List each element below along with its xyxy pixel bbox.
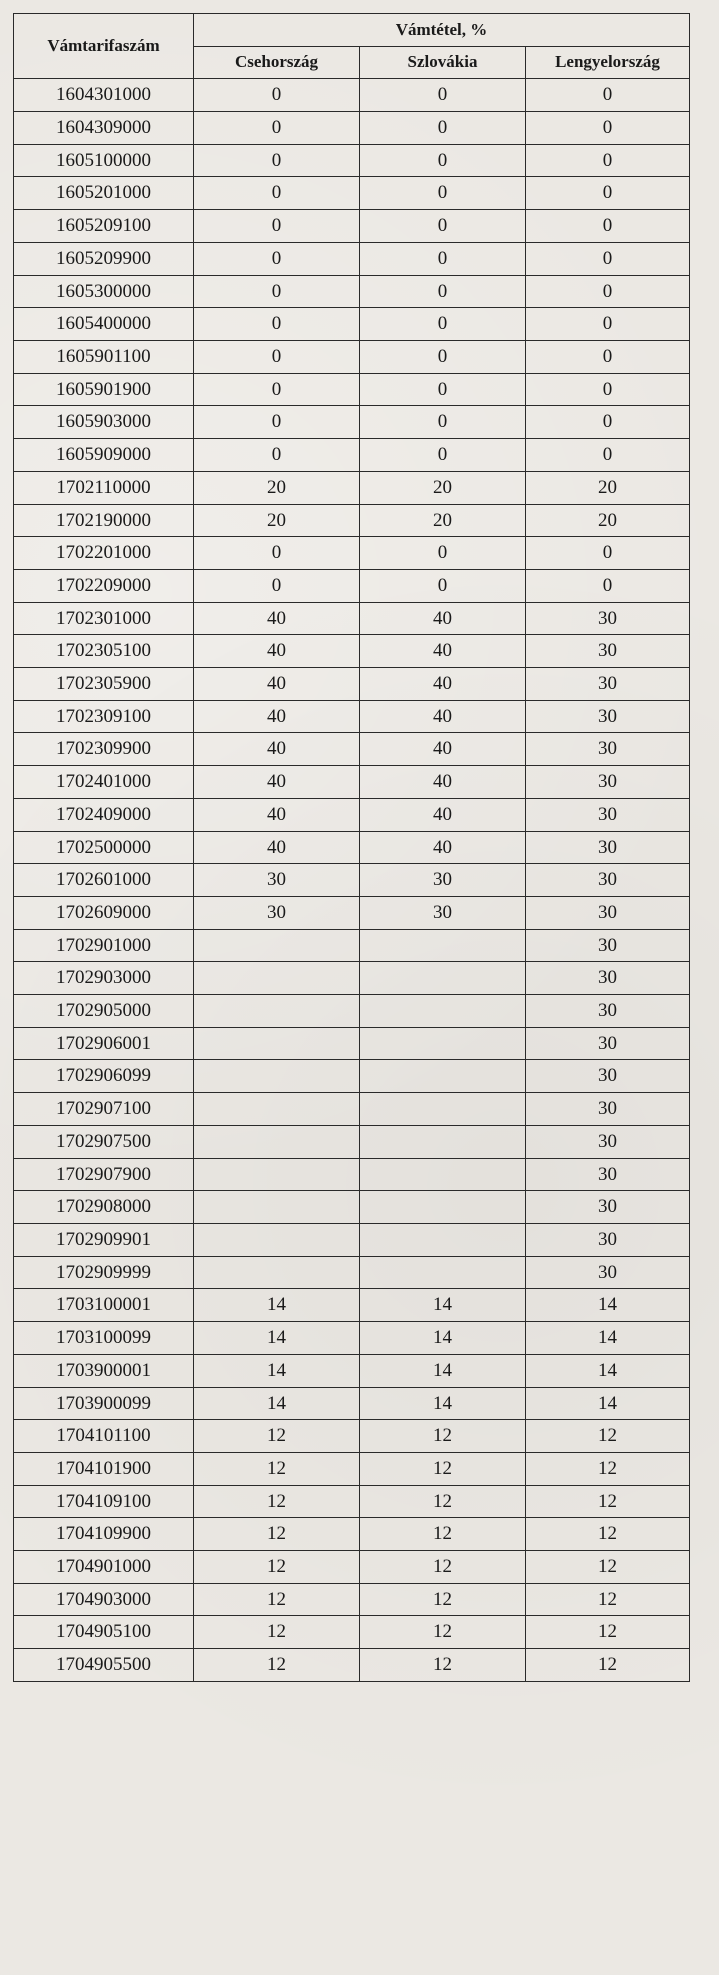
header-slovakia: Szlovákia	[360, 46, 526, 79]
slovakia-rate-cell: 0	[360, 406, 526, 439]
tariff-number-cell: 1702903000	[14, 962, 194, 995]
poland-rate-cell: 30	[526, 798, 690, 831]
czech-rate-cell: 0	[194, 79, 360, 112]
tariff-number-cell: 1704905500	[14, 1649, 194, 1682]
header-poland: Lengyelország	[526, 46, 690, 79]
table-row	[14, 373, 690, 406]
slovakia-rate-cell	[360, 1060, 526, 1093]
czech-rate-cell: 0	[194, 537, 360, 570]
slovakia-rate-cell: 0	[360, 341, 526, 374]
poland-rate-cell: 30	[526, 602, 690, 635]
slovakia-rate-cell: 0	[360, 275, 526, 308]
poland-rate-cell: 20	[526, 504, 690, 537]
poland-rate-cell: 0	[526, 144, 690, 177]
czech-rate-cell: 40	[194, 798, 360, 831]
tariff-number-cell: 1604301000	[14, 79, 194, 112]
slovakia-rate-cell	[360, 1223, 526, 1256]
poland-rate-cell: 12	[526, 1518, 690, 1551]
slovakia-rate-cell	[360, 995, 526, 1028]
czech-rate-cell: 30	[194, 896, 360, 929]
slovakia-rate-cell: 12	[360, 1485, 526, 1518]
table-row	[14, 1387, 690, 1420]
tariff-number-cell: 1702201000	[14, 537, 194, 570]
czech-rate-cell: 20	[194, 471, 360, 504]
czech-rate-cell: 12	[194, 1583, 360, 1616]
czech-rate-cell: 0	[194, 177, 360, 210]
tariff-number-cell: 1704905100	[14, 1616, 194, 1649]
table-row	[14, 831, 690, 864]
poland-rate-cell: 30	[526, 1125, 690, 1158]
czech-rate-cell: 12	[194, 1616, 360, 1649]
table-row	[14, 308, 690, 341]
table-row	[14, 766, 690, 799]
poland-rate-cell: 30	[526, 1158, 690, 1191]
tariff-number-cell: 1605100000	[14, 144, 194, 177]
tariff-number-cell: 1605201000	[14, 177, 194, 210]
table-row	[14, 1518, 690, 1551]
tariff-number-cell: 1702609000	[14, 896, 194, 929]
table-row	[14, 112, 690, 145]
tariff-number-cell: 1702909999	[14, 1256, 194, 1289]
poland-rate-cell: 14	[526, 1387, 690, 1420]
table-row	[14, 929, 690, 962]
table-row	[14, 896, 690, 929]
czech-rate-cell: 0	[194, 341, 360, 374]
table-row	[14, 602, 690, 635]
poland-rate-cell: 0	[526, 439, 690, 472]
tariff-number-cell: 1702401000	[14, 766, 194, 799]
slovakia-rate-cell: 14	[360, 1322, 526, 1355]
tariff-number-cell: 1704101100	[14, 1420, 194, 1453]
slovakia-rate-cell: 30	[360, 864, 526, 897]
czech-rate-cell: 40	[194, 668, 360, 701]
poland-rate-cell: 0	[526, 79, 690, 112]
poland-rate-cell: 30	[526, 831, 690, 864]
poland-rate-cell: 0	[526, 569, 690, 602]
tariff-number-cell: 1703900001	[14, 1354, 194, 1387]
czech-rate-cell	[194, 1093, 360, 1126]
czech-rate-cell	[194, 1191, 360, 1224]
czech-rate-cell: 0	[194, 242, 360, 275]
table-row	[14, 1354, 690, 1387]
table-row	[14, 1649, 690, 1682]
slovakia-rate-cell: 20	[360, 504, 526, 537]
tariff-number-cell: 1702190000	[14, 504, 194, 537]
table-row	[14, 569, 690, 602]
slovakia-rate-cell: 0	[360, 308, 526, 341]
slovakia-rate-cell: 40	[360, 635, 526, 668]
czech-rate-cell	[194, 995, 360, 1028]
table-row	[14, 537, 690, 570]
table-row	[14, 439, 690, 472]
poland-rate-cell: 12	[526, 1452, 690, 1485]
tariff-number-cell: 1702409000	[14, 798, 194, 831]
slovakia-rate-cell: 40	[360, 798, 526, 831]
poland-rate-cell: 30	[526, 766, 690, 799]
table-row	[14, 471, 690, 504]
slovakia-rate-cell: 12	[360, 1551, 526, 1584]
slovakia-rate-cell	[360, 1158, 526, 1191]
tariff-number-cell: 1605209900	[14, 242, 194, 275]
table-row	[14, 1616, 690, 1649]
slovakia-rate-cell: 14	[360, 1289, 526, 1322]
table-row	[14, 635, 690, 668]
tariff-number-cell: 1704903000	[14, 1583, 194, 1616]
czech-rate-cell: 0	[194, 406, 360, 439]
czech-rate-cell	[194, 1060, 360, 1093]
poland-rate-cell: 30	[526, 962, 690, 995]
slovakia-rate-cell: 40	[360, 602, 526, 635]
poland-rate-cell: 30	[526, 1027, 690, 1060]
tariff-number-cell: 1702906099	[14, 1060, 194, 1093]
table-row	[14, 864, 690, 897]
poland-rate-cell: 0	[526, 210, 690, 243]
slovakia-rate-cell: 0	[360, 177, 526, 210]
tariff-number-cell: 1605209100	[14, 210, 194, 243]
poland-rate-cell: 12	[526, 1616, 690, 1649]
tariff-number-cell: 1704901000	[14, 1551, 194, 1584]
czech-rate-cell: 40	[194, 602, 360, 635]
table-row	[14, 504, 690, 537]
poland-rate-cell: 30	[526, 995, 690, 1028]
slovakia-rate-cell: 12	[360, 1616, 526, 1649]
slovakia-rate-cell: 0	[360, 144, 526, 177]
tariff-number-cell: 1703900099	[14, 1387, 194, 1420]
table-row	[14, 275, 690, 308]
table-row	[14, 1452, 690, 1485]
tariff-number-cell: 1703100001	[14, 1289, 194, 1322]
czech-rate-cell: 30	[194, 864, 360, 897]
poland-rate-cell: 30	[526, 1191, 690, 1224]
poland-rate-cell: 12	[526, 1583, 690, 1616]
czech-rate-cell: 0	[194, 144, 360, 177]
tariff-number-cell: 1702500000	[14, 831, 194, 864]
czech-rate-cell: 40	[194, 700, 360, 733]
czech-rate-cell: 40	[194, 831, 360, 864]
czech-rate-cell: 14	[194, 1354, 360, 1387]
poland-rate-cell: 0	[526, 112, 690, 145]
table-row	[14, 1485, 690, 1518]
slovakia-rate-cell	[360, 1256, 526, 1289]
slovakia-rate-cell: 0	[360, 112, 526, 145]
slovakia-rate-cell: 30	[360, 896, 526, 929]
czech-rate-cell: 0	[194, 275, 360, 308]
czech-rate-cell	[194, 1125, 360, 1158]
slovakia-rate-cell: 12	[360, 1452, 526, 1485]
slovakia-rate-cell: 40	[360, 700, 526, 733]
tariff-number-cell: 1605400000	[14, 308, 194, 341]
slovakia-rate-cell: 0	[360, 569, 526, 602]
slovakia-rate-cell: 40	[360, 668, 526, 701]
czech-rate-cell: 12	[194, 1551, 360, 1584]
slovakia-rate-cell	[360, 962, 526, 995]
table-row	[14, 668, 690, 701]
tariff-number-cell: 1605903000	[14, 406, 194, 439]
slovakia-rate-cell: 40	[360, 831, 526, 864]
table-row	[14, 1027, 690, 1060]
poland-rate-cell: 14	[526, 1354, 690, 1387]
slovakia-rate-cell: 0	[360, 373, 526, 406]
poland-rate-cell: 0	[526, 373, 690, 406]
poland-rate-cell: 0	[526, 275, 690, 308]
table-row	[14, 700, 690, 733]
table-body	[14, 79, 690, 1681]
slovakia-rate-cell	[360, 1093, 526, 1126]
table-row	[14, 1551, 690, 1584]
poland-rate-cell: 0	[526, 242, 690, 275]
table-row	[14, 1223, 690, 1256]
slovakia-rate-cell: 40	[360, 766, 526, 799]
poland-rate-cell: 30	[526, 1093, 690, 1126]
czech-rate-cell	[194, 929, 360, 962]
czech-rate-cell: 40	[194, 635, 360, 668]
tariff-table	[13, 13, 690, 1682]
tariff-number-cell: 1605909000	[14, 439, 194, 472]
czech-rate-cell: 20	[194, 504, 360, 537]
slovakia-rate-cell: 0	[360, 210, 526, 243]
czech-rate-cell: 12	[194, 1649, 360, 1682]
tariff-number-cell: 1704109100	[14, 1485, 194, 1518]
table-row	[14, 1125, 690, 1158]
slovakia-rate-cell: 40	[360, 733, 526, 766]
czech-rate-cell: 12	[194, 1518, 360, 1551]
poland-rate-cell: 30	[526, 1060, 690, 1093]
slovakia-rate-cell	[360, 1125, 526, 1158]
poland-rate-cell: 30	[526, 635, 690, 668]
czech-rate-cell: 40	[194, 766, 360, 799]
slovakia-rate-cell: 12	[360, 1518, 526, 1551]
czech-rate-cell: 0	[194, 439, 360, 472]
tariff-number-cell: 1702905000	[14, 995, 194, 1028]
table-row	[14, 210, 690, 243]
table-row	[14, 341, 690, 374]
czech-rate-cell: 12	[194, 1485, 360, 1518]
czech-rate-cell	[194, 962, 360, 995]
czech-rate-cell: 14	[194, 1322, 360, 1355]
poland-rate-cell: 0	[526, 406, 690, 439]
tariff-number-cell: 1702601000	[14, 864, 194, 897]
table-row	[14, 962, 690, 995]
tariff-number-cell: 1702907100	[14, 1093, 194, 1126]
poland-rate-cell: 0	[526, 537, 690, 570]
tariff-number-cell: 1702907500	[14, 1125, 194, 1158]
tariff-number-cell: 1702309900	[14, 733, 194, 766]
tariff-number-cell: 1702906001	[14, 1027, 194, 1060]
table-row	[14, 144, 690, 177]
poland-rate-cell: 20	[526, 471, 690, 504]
table-header	[14, 14, 690, 79]
tariff-number-cell: 1605300000	[14, 275, 194, 308]
tariff-number-cell: 1605901900	[14, 373, 194, 406]
czech-rate-cell: 14	[194, 1387, 360, 1420]
header-czech: Csehország	[194, 46, 360, 79]
slovakia-rate-cell: 0	[360, 439, 526, 472]
table-row	[14, 1583, 690, 1616]
czech-rate-cell: 14	[194, 1289, 360, 1322]
tariff-number-cell: 1702209000	[14, 569, 194, 602]
tariff-number-cell: 1702305900	[14, 668, 194, 701]
poland-rate-cell: 30	[526, 733, 690, 766]
poland-rate-cell: 30	[526, 668, 690, 701]
czech-rate-cell: 12	[194, 1452, 360, 1485]
tariff-number-cell: 1702110000	[14, 471, 194, 504]
poland-rate-cell: 30	[526, 929, 690, 962]
slovakia-rate-cell	[360, 1191, 526, 1224]
czech-rate-cell	[194, 1223, 360, 1256]
slovakia-rate-cell	[360, 929, 526, 962]
poland-rate-cell: 12	[526, 1551, 690, 1584]
tariff-number-cell: 1702305100	[14, 635, 194, 668]
poland-rate-cell: 30	[526, 1223, 690, 1256]
tariff-number-cell: 1605901100	[14, 341, 194, 374]
table-row	[14, 1322, 690, 1355]
tariff-number-cell: 1704109900	[14, 1518, 194, 1551]
table-row	[14, 406, 690, 439]
tariff-number-cell: 1702909901	[14, 1223, 194, 1256]
czech-rate-cell: 12	[194, 1420, 360, 1453]
czech-rate-cell: 0	[194, 112, 360, 145]
slovakia-rate-cell: 0	[360, 242, 526, 275]
tariff-number-cell: 1702908000	[14, 1191, 194, 1224]
poland-rate-cell: 12	[526, 1649, 690, 1682]
slovakia-rate-cell: 14	[360, 1354, 526, 1387]
poland-rate-cell: 14	[526, 1322, 690, 1355]
poland-rate-cell: 0	[526, 308, 690, 341]
czech-rate-cell: 0	[194, 373, 360, 406]
tariff-number-cell: 1703100099	[14, 1322, 194, 1355]
table-row	[14, 1289, 690, 1322]
poland-rate-cell: 12	[526, 1485, 690, 1518]
poland-rate-cell: 30	[526, 864, 690, 897]
tariff-number-cell: 1702309100	[14, 700, 194, 733]
poland-rate-cell: 30	[526, 1256, 690, 1289]
slovakia-rate-cell: 12	[360, 1649, 526, 1682]
poland-rate-cell: 30	[526, 700, 690, 733]
slovakia-rate-cell: 20	[360, 471, 526, 504]
table-row	[14, 1158, 690, 1191]
poland-rate-cell: 30	[526, 896, 690, 929]
slovakia-rate-cell: 0	[360, 537, 526, 570]
poland-rate-cell: 0	[526, 341, 690, 374]
table-row	[14, 733, 690, 766]
table-row	[14, 79, 690, 112]
tariff-number-cell: 1702901000	[14, 929, 194, 962]
table-row	[14, 798, 690, 831]
slovakia-rate-cell	[360, 1027, 526, 1060]
czech-rate-cell: 0	[194, 210, 360, 243]
slovakia-rate-cell: 14	[360, 1387, 526, 1420]
header-tariff-number: Vámtarifaszám	[14, 14, 194, 79]
table-row	[14, 1060, 690, 1093]
poland-rate-cell: 14	[526, 1289, 690, 1322]
czech-rate-cell: 0	[194, 308, 360, 341]
header-duty-rate: Vámtétel, %	[194, 14, 690, 47]
table-row	[14, 242, 690, 275]
tariff-number-cell: 1604309000	[14, 112, 194, 145]
tariff-number-cell: 1702907900	[14, 1158, 194, 1191]
slovakia-rate-cell: 12	[360, 1583, 526, 1616]
poland-rate-cell: 0	[526, 177, 690, 210]
slovakia-rate-cell: 0	[360, 79, 526, 112]
czech-rate-cell	[194, 1158, 360, 1191]
slovakia-rate-cell: 12	[360, 1420, 526, 1453]
table-row	[14, 1093, 690, 1126]
tariff-number-cell: 1704101900	[14, 1452, 194, 1485]
czech-rate-cell: 0	[194, 569, 360, 602]
table-row	[14, 177, 690, 210]
czech-rate-cell	[194, 1256, 360, 1289]
poland-rate-cell: 12	[526, 1420, 690, 1453]
czech-rate-cell: 40	[194, 733, 360, 766]
table-row	[14, 1256, 690, 1289]
table-row	[14, 1191, 690, 1224]
tariff-number-cell: 1702301000	[14, 602, 194, 635]
table-row	[14, 995, 690, 1028]
czech-rate-cell	[194, 1027, 360, 1060]
table-row	[14, 1420, 690, 1453]
